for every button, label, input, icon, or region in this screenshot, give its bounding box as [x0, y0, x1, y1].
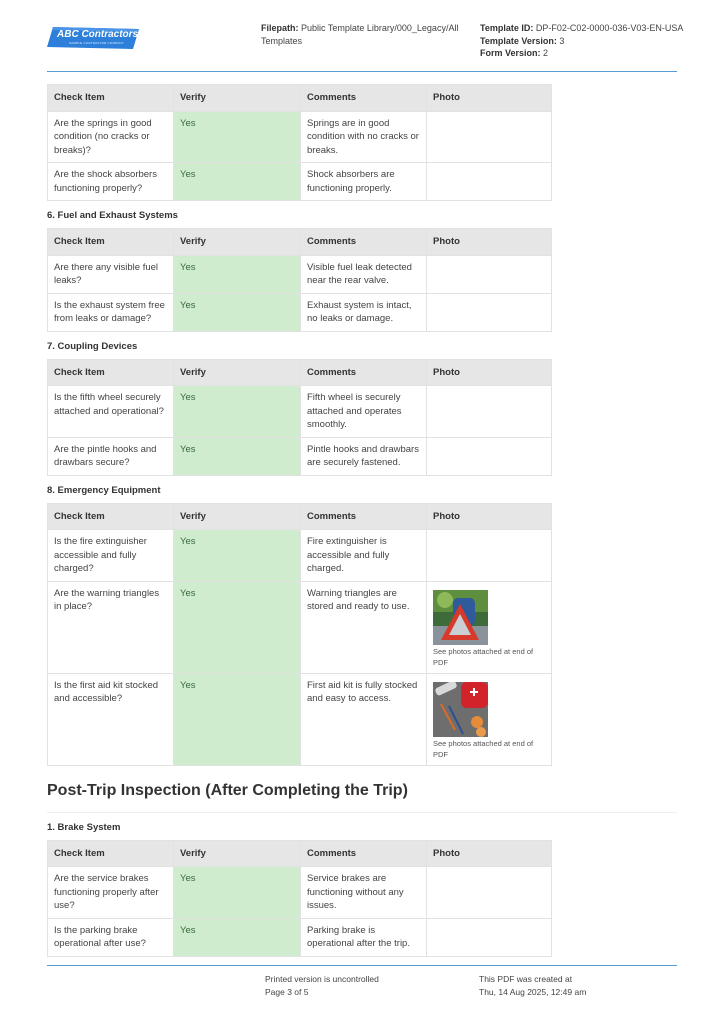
check-item: Are the warning triangles in place? [48, 581, 174, 673]
comment: Shock absorbers are functioning properly. [301, 163, 427, 201]
subsection-title: 6. Fuel and Exhaust Systems [47, 210, 178, 221]
verify-value: Yes [174, 386, 301, 438]
table-header-row [48, 359, 552, 386]
col-comments: Comments [301, 503, 427, 530]
col-comments: Comments [301, 229, 427, 256]
table-row [48, 111, 552, 163]
table-header-row [48, 840, 552, 867]
col-verify: Verify [174, 503, 301, 530]
page-number: Page 3 of 5 [265, 986, 309, 997]
comment: Fire extinguisher is accessible and fully charged. [301, 530, 427, 582]
header-divider [47, 71, 677, 72]
table-row [48, 867, 552, 919]
table-header-row [48, 85, 552, 112]
created-timestamp: Thu, 14 Aug 2025, 12:49 am [479, 986, 587, 997]
table-row [48, 386, 552, 438]
col-comments: Comments [301, 840, 427, 867]
comment: Exhaust system is intact, no leaks or damage. [301, 293, 427, 331]
verify-value: Yes [174, 581, 301, 673]
checklist-table-fuel-exhaust [47, 228, 552, 332]
checklist-table-suspension [47, 84, 552, 201]
col-photo: Photo [427, 229, 552, 256]
template-meta [480, 22, 700, 60]
comment: Service brakes are functioning without any issues. [301, 867, 427, 919]
check-item: Are there any visible fuel leaks? [48, 255, 174, 293]
comment: Springs are in good condition with no cracks or breaks. [301, 111, 427, 163]
table-row [48, 293, 552, 331]
photo-cell [427, 918, 552, 956]
page-header [0, 0, 725, 73]
table-header-row [48, 229, 552, 256]
photo-cell [427, 111, 552, 163]
template-version-label: Template Version: [480, 35, 557, 46]
check-item: Are the pintle hooks and drawbars secure? [48, 437, 174, 475]
comment: First aid kit is fully stocked and easy to access. [301, 673, 427, 765]
verify-value: Yes [174, 437, 301, 475]
template-id-value: DP-F02-C02-0000-036-V03-EN-USA [535, 23, 684, 33]
subsection-title: 7. Coupling Devices [47, 340, 138, 352]
verify-value: Yes [174, 673, 301, 765]
table-row [48, 530, 552, 582]
filepath-value: Public Template Library/000_Legacy/All Templates [261, 23, 459, 46]
verify-value: Yes [174, 918, 301, 956]
photo-cell [427, 530, 552, 582]
filepath [261, 22, 461, 47]
col-verify: Verify [174, 85, 301, 112]
verify-value: Yes [174, 293, 301, 331]
col-photo: Photo [427, 503, 552, 530]
photo-cell [427, 293, 552, 331]
comment: Pintle hooks and drawbars are securely fastened. [301, 437, 427, 475]
first-aid-kit-photo-icon[interactable] [433, 682, 488, 737]
table-row [48, 673, 552, 765]
template-id [480, 22, 700, 35]
col-check-item: Check Item [48, 85, 174, 112]
photo-cell [427, 386, 552, 438]
col-photo: Photo [427, 840, 552, 867]
photo-cell [427, 163, 552, 201]
table-header-row [48, 503, 552, 530]
checklist-table-emergency [47, 503, 552, 766]
col-comments: Comments [301, 85, 427, 112]
template-version-value: 3 [559, 35, 565, 46]
photo-caption: See photos attached at end of PDF [433, 646, 534, 667]
comment: Fifth wheel is securely attached and operates smoothly. [301, 386, 427, 438]
col-photo: Photo [427, 359, 552, 386]
footer-left [265, 973, 379, 998]
photo-cell [427, 581, 552, 673]
check-item: Is the fifth wheel securely attached and operational? [48, 386, 174, 438]
table-row [48, 163, 552, 201]
photo-cell [427, 673, 552, 765]
template-version [480, 35, 700, 48]
photo-cell [427, 867, 552, 919]
col-check-item: Check Item [48, 503, 174, 530]
verify-value: Yes [174, 867, 301, 919]
logo-tagline: SAMPLE CONTRACTOR COMPANY [69, 41, 124, 45]
template-id-label: Template ID: [480, 23, 534, 33]
comment: Parking brake is operational after the trip. [301, 918, 427, 956]
col-check-item: Check Item [48, 840, 174, 867]
check-item: Is the first aid kit stocked and accessible? [48, 673, 174, 765]
col-check-item: Check Item [48, 359, 174, 386]
check-item: Are the springs in good condition (no cracks or breaks)? [48, 111, 174, 163]
table-row [48, 581, 552, 673]
form-version-value: 2 [543, 48, 549, 58]
table-row [48, 437, 552, 475]
col-comments: Comments [301, 359, 427, 386]
checklist-table-coupling [47, 359, 552, 476]
subsection-title: 1. Brake System [47, 821, 121, 833]
section-title-post-trip: Post-Trip Inspection (After Completing the Trip) [47, 782, 677, 813]
col-verify: Verify [174, 840, 301, 867]
verify-value: Yes [174, 530, 301, 582]
warning-triangle-photo-icon[interactable] [433, 590, 488, 645]
uncontrolled-notice: Printed version is uncontrolled [265, 974, 379, 984]
check-item: Are the service brakes functioning properly after use? [48, 867, 174, 919]
comment: Warning triangles are stored and ready to use. [301, 581, 427, 673]
subsection-title: 8. Emergency Equipment [47, 484, 161, 496]
col-check-item: Check Item [48, 229, 174, 256]
photo-cell [427, 437, 552, 475]
check-item: Is the exhaust system free from leaks or damage? [48, 293, 174, 331]
verify-value: Yes [174, 163, 301, 201]
company-logo [47, 27, 139, 49]
created-label: This PDF was created at [479, 974, 573, 984]
logo-name: ABC Contractors [57, 29, 139, 40]
col-verify: Verify [174, 229, 301, 256]
filepath-label: Filepath: [261, 23, 299, 33]
check-item: Are the shock absorbers functioning properly? [48, 163, 174, 201]
verify-value: Yes [174, 255, 301, 293]
check-item: Is the fire extinguisher accessible and fully charged? [48, 530, 174, 582]
photo-cell [427, 255, 552, 293]
checklist-table-brake-system [47, 840, 552, 957]
col-verify: Verify [174, 359, 301, 386]
document-body [47, 84, 677, 957]
form-version [480, 47, 700, 60]
footer-divider [47, 965, 677, 966]
comment: Visible fuel leak detected near the rear valve. [301, 255, 427, 293]
check-item: Is the parking brake operational after use? [48, 918, 174, 956]
form-version-label: Form Version: [480, 48, 541, 58]
verify-value: Yes [174, 111, 301, 163]
footer-right [479, 973, 586, 998]
table-row [48, 918, 552, 956]
col-photo: Photo [427, 85, 552, 112]
photo-caption: See photos attached at end of PDF [433, 738, 534, 759]
table-row [48, 255, 552, 293]
